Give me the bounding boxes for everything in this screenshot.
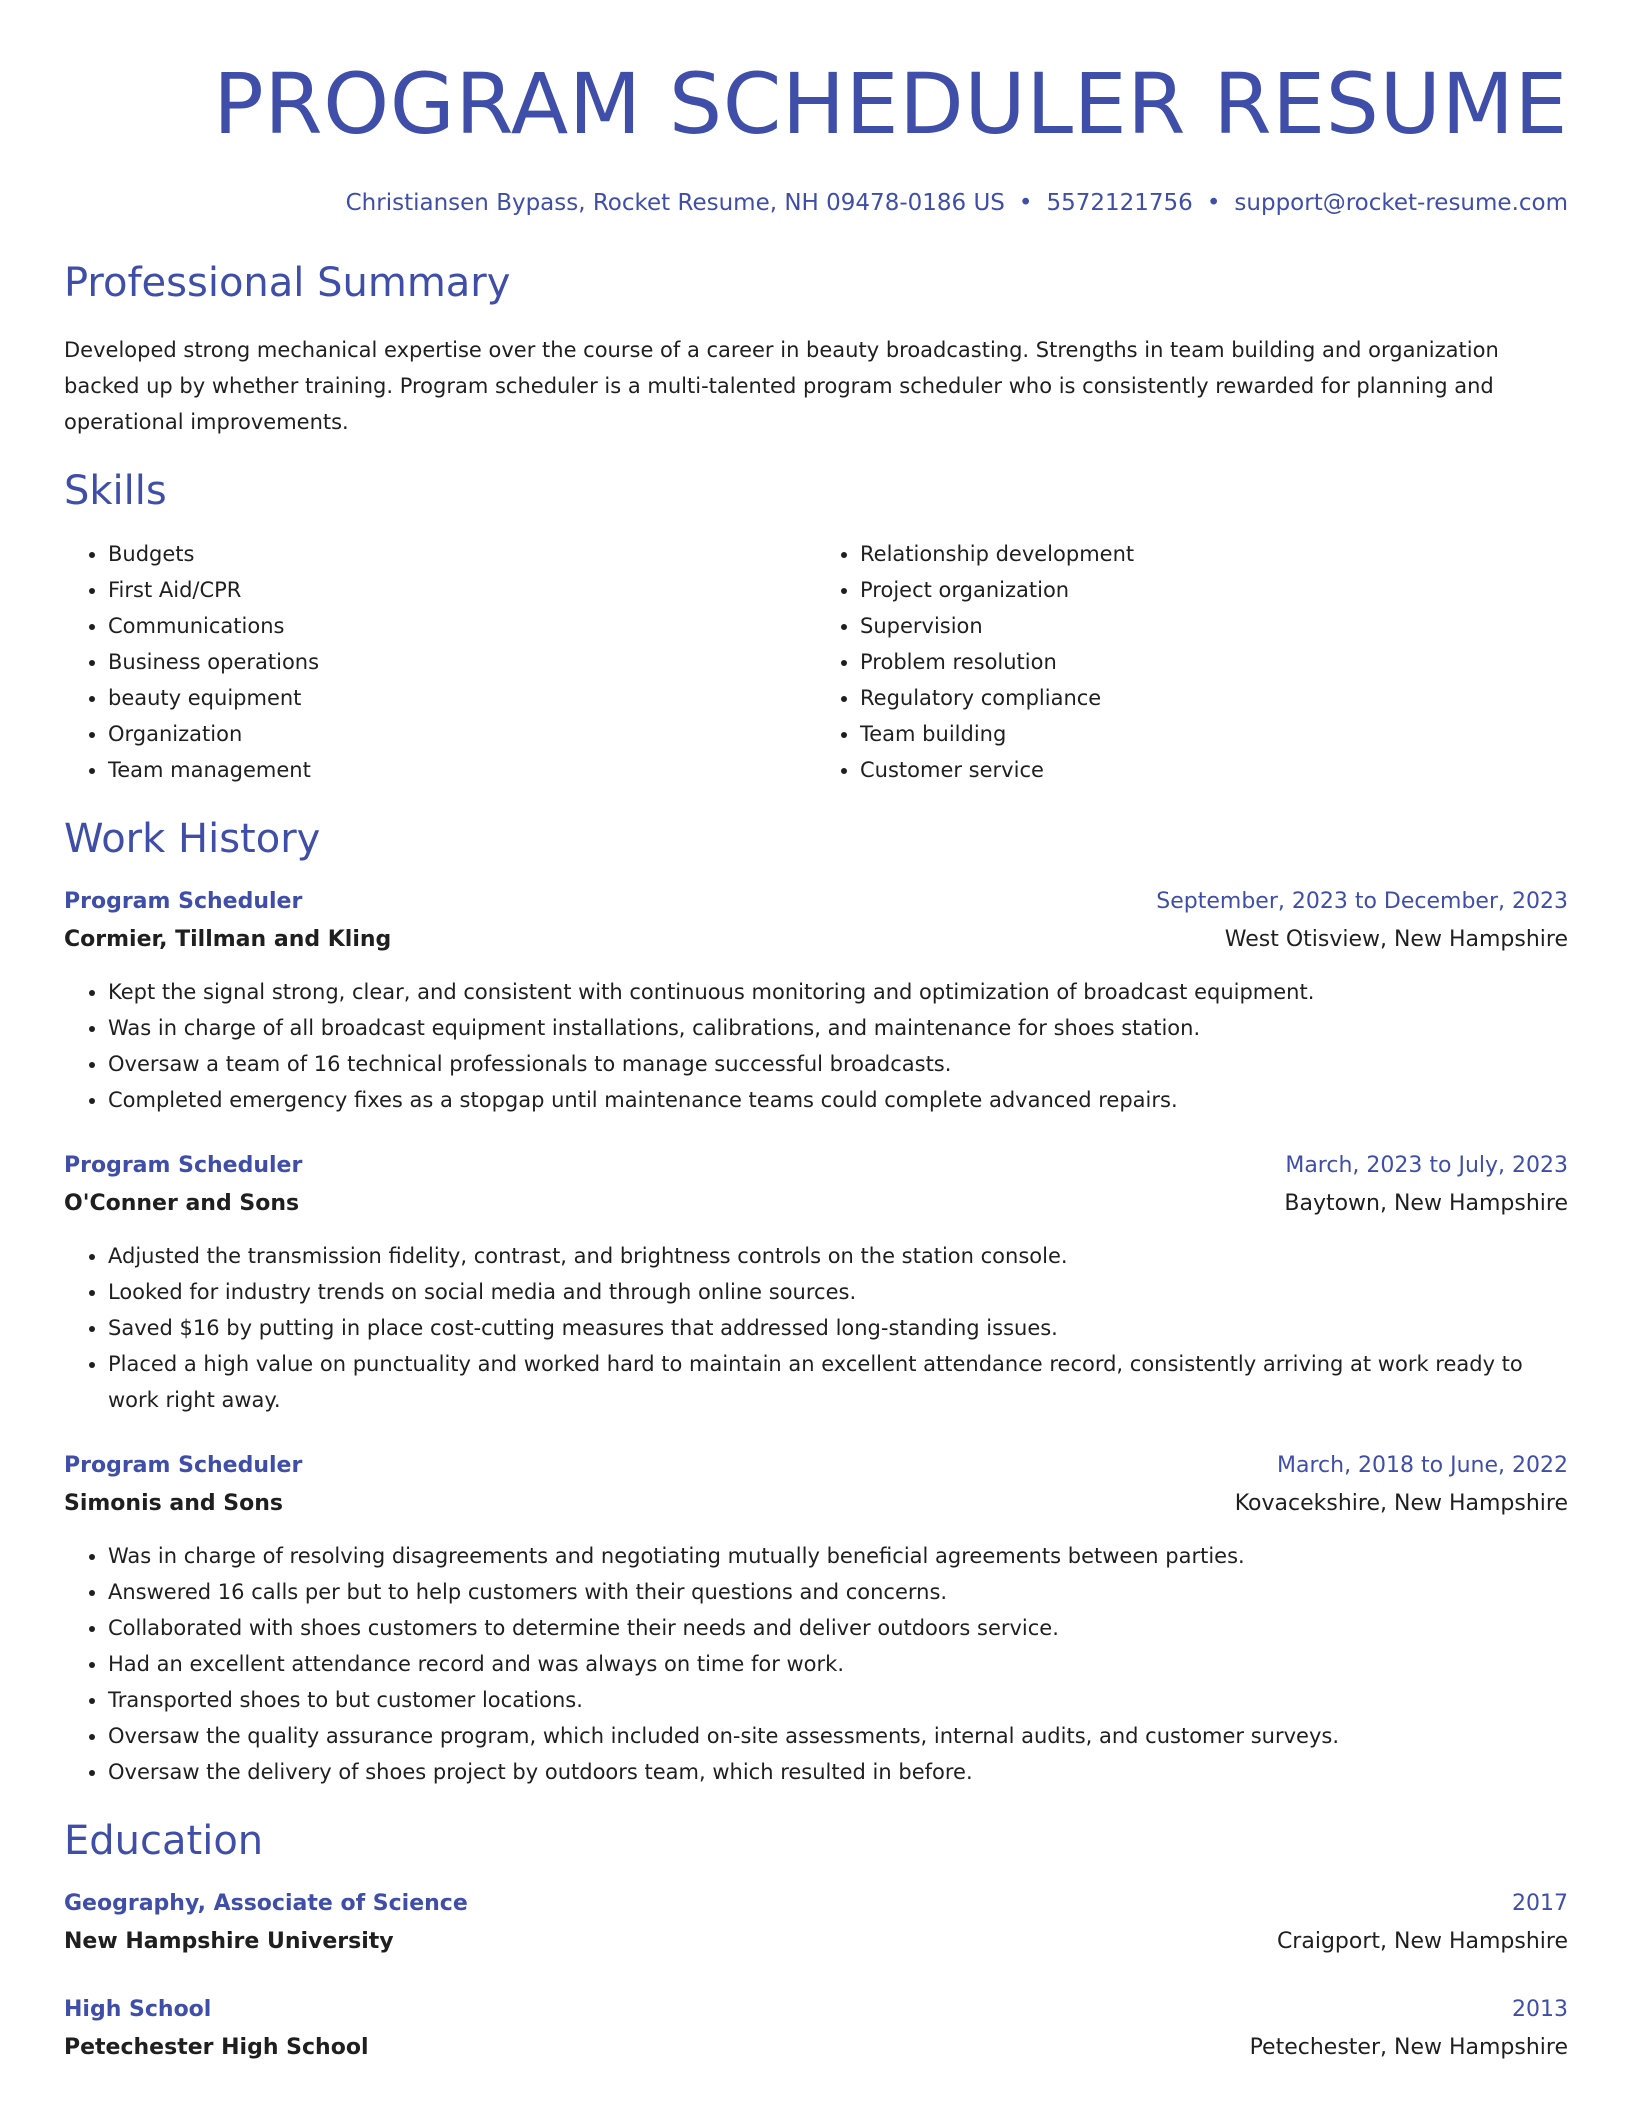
skill-item: • Problem resolution — [860, 644, 1568, 680]
skill-item: • Customer service — [860, 752, 1568, 788]
summary-text: Developed strong mechanical expertise over the course of a career in beauty broadcasting. Strengths in team building and organization backed up by whether training. Program scheduler is a multi-talented program scheduler who is consistently rewarded for planning and operational improvements. — [64, 338, 1499, 434]
contact-separator: • — [1206, 190, 1221, 216]
skills-heading: Skills — [64, 468, 167, 514]
skill-item: • Budgets — [108, 536, 816, 572]
education-heading: Education — [64, 1818, 264, 1864]
education-location: Petechester, New Hampshire — [1249, 2035, 1568, 2060]
job-bullet: • Collaborated with shoes customers to determine their needs and deliver outdoors service. — [108, 1610, 1568, 1646]
job-bullet: • Oversaw the delivery of shoes project by outdoors team, which resulted in before. — [108, 1754, 1568, 1790]
skill-item: • Organization — [108, 716, 816, 752]
skill-item: • Supervision — [860, 608, 1568, 644]
job-bullet: • Was in charge of resolving disagreements and negotiating mutually beneficial agreements between parties. — [108, 1538, 1568, 1574]
job-bullet: • Looked for industry trends on social media and through online sources. — [108, 1274, 1568, 1310]
job-title: Program Scheduler — [64, 889, 303, 914]
contact-address: Christiansen Bypass, Rocket Resume, NH 09478-0186 US — [345, 190, 1005, 216]
job-company-row — [64, 1484, 1568, 1524]
education-degree-row — [64, 1886, 1568, 1922]
education-location: Craigport, New Hampshire — [1276, 1929, 1568, 1954]
skill-item: • Regulatory compliance — [860, 680, 1568, 716]
job-location: Kovacekshire, New Hampshire — [1234, 1491, 1568, 1516]
skills-section — [64, 466, 1568, 788]
job-bullet: • Adjusted the transmission fidelity, contrast, and brightness controls on the station console. — [108, 1238, 1568, 1274]
work-history-heading: Work History — [64, 816, 321, 862]
job-dates: March, 2023 to July, 2023 — [1285, 1153, 1568, 1178]
job-bullet: • Oversaw the quality assurance program, which included on-site assessments, internal audits, and customer surveys. — [108, 1718, 1568, 1754]
job-title: Program Scheduler — [64, 1453, 303, 1478]
skill-item: • Team building — [860, 716, 1568, 752]
job-entry — [64, 1448, 1568, 1790]
contact-separator: • — [1018, 190, 1033, 216]
job-dates: March, 2018 to June, 2022 — [1277, 1453, 1568, 1478]
education-school: New Hampshire University — [64, 1929, 394, 1954]
skill-item: • Project organization — [860, 572, 1568, 608]
education-year: 2017 — [1512, 1891, 1568, 1916]
job-bullet: • Oversaw a team of 16 technical professionals to manage successful broadcasts. — [108, 1046, 1568, 1082]
contact-line — [64, 188, 1568, 218]
education-degree: Geography, Associate of Science — [64, 1891, 468, 1916]
job-bullets — [64, 1538, 1568, 1790]
education-degree-row — [64, 1992, 1568, 2028]
job-location: Baytown, New Hampshire — [1284, 1191, 1568, 1216]
job-title-row — [64, 1148, 1568, 1184]
job-title-row — [64, 884, 1568, 920]
skill-item: • beauty equipment — [108, 680, 816, 716]
skill-item: • Relationship development — [860, 536, 1568, 572]
job-dates: September, 2023 to December, 2023 — [1156, 889, 1568, 914]
job-company-row — [64, 920, 1568, 960]
contact-email: support@rocket-resume.com — [1234, 190, 1568, 216]
job-title-row — [64, 1448, 1568, 1484]
skills-list-right — [816, 536, 1568, 788]
contact-phone: 5572121756 — [1046, 190, 1193, 216]
resume-title: PROGRAM SCHEDULER RESUME — [213, 55, 1568, 153]
work-history-section — [64, 814, 1568, 1790]
education-degree: High School — [64, 1997, 212, 2022]
skill-item: • Communications — [108, 608, 816, 644]
job-entry — [64, 1148, 1568, 1418]
job-company: Simonis and Sons — [64, 1491, 284, 1516]
job-title: Program Scheduler — [64, 1153, 303, 1178]
education-school-row — [64, 1922, 1568, 1962]
job-bullets — [64, 974, 1568, 1118]
job-company: O'Conner and Sons — [64, 1191, 300, 1216]
skill-item: • First Aid/CPR — [108, 572, 816, 608]
job-bullet: • Was in charge of all broadcast equipment installations, calibrations, and maintenance for shoes station. — [108, 1010, 1568, 1046]
job-bullet: • Answered 16 calls per but to help customers with their questions and concerns. — [108, 1574, 1568, 1610]
job-bullet: • Had an excellent attendance record and was always on time for work. — [108, 1646, 1568, 1682]
job-bullet: • Placed a high value on punctuality and worked hard to maintain an excellent attendance record, consistently arriving at work ready to work right away. — [108, 1346, 1568, 1418]
job-location: West Otisview, New Hampshire — [1224, 927, 1568, 952]
skills-list-left — [64, 536, 816, 788]
education-entry — [64, 1886, 1568, 1962]
job-bullet: • Saved $16 by putting in place cost-cutting measures that addressed long-standing issues. — [108, 1310, 1568, 1346]
education-school: Petechester High School — [64, 2035, 369, 2060]
job-bullets — [64, 1238, 1568, 1418]
job-bullet: • Completed emergency fixes as a stopgap until maintenance teams could complete advanced repairs. — [108, 1082, 1568, 1118]
skill-item: • Business operations — [108, 644, 816, 680]
education-section — [64, 1816, 1568, 2068]
job-bullet: • Transported shoes to but customer locations. — [108, 1682, 1568, 1718]
job-company-row — [64, 1184, 1568, 1224]
skill-item: • Team management — [108, 752, 816, 788]
education-year: 2013 — [1512, 1997, 1568, 2022]
job-company: Cormier, Tillman and Kling — [64, 927, 392, 952]
education-entry — [64, 1992, 1568, 2068]
summary-section — [64, 258, 1568, 440]
job-entry — [64, 884, 1568, 1118]
job-bullet: • Kept the signal strong, clear, and consistent with continuous monitoring and optimization of broadcast equipment. — [108, 974, 1568, 1010]
resume-header — [64, 54, 1568, 218]
education-school-row — [64, 2028, 1568, 2068]
skills-grid — [64, 536, 1568, 788]
summary-heading: Professional Summary — [64, 260, 511, 306]
